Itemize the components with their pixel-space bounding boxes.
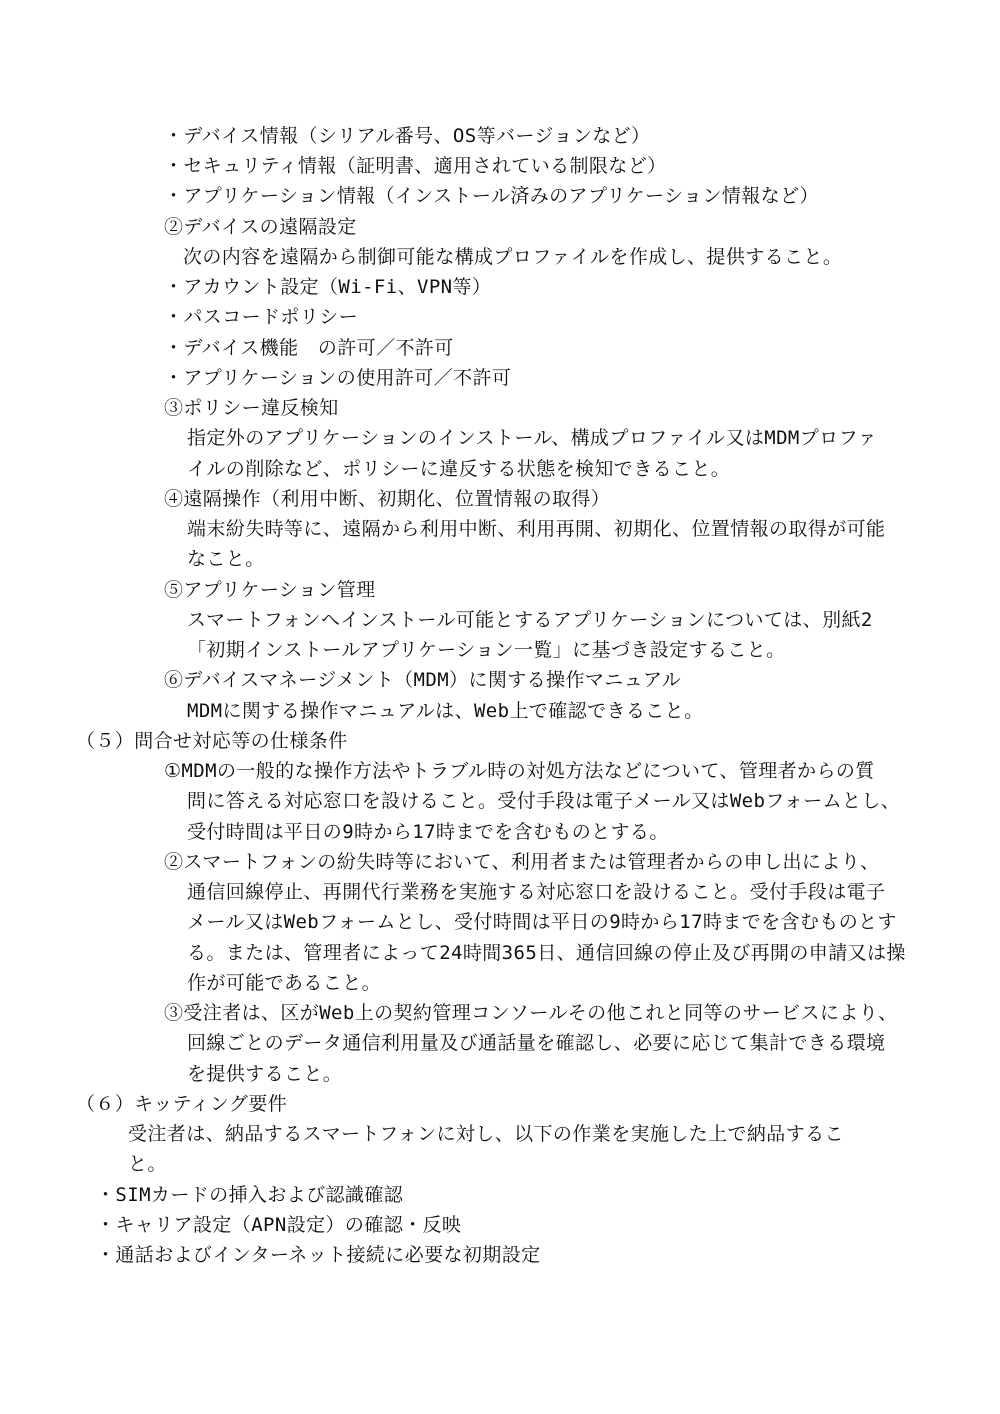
bullet-carrier-settings: ・キャリア設定（APN設定）の確認・反映	[96, 1214, 462, 1236]
bullet-device-functions: ・デバイス機能 の許可／不許可	[164, 337, 454, 359]
paragraph-remote-operation-1: 端末紛失時等に、遠隔から利用中断、利用再開、初期化、位置情報の取得が可能	[187, 518, 886, 540]
section-6-paragraph-1: 受注者は、納品するスマートフォンに対し、以下の作業を実施した上で納品するこ	[128, 1123, 844, 1145]
bullet-sim-card: ・SIMカードの挿入および認識確認	[96, 1184, 404, 1206]
item-5-1-line-3: 受付時間は平日の9時から17時までを含むものとする。	[187, 821, 669, 843]
paragraph-remote-settings: 次の内容を遠隔から制御可能な構成プロファイルを作成し、提供すること。	[183, 246, 843, 268]
item-5-1-line-2: 問に答える対応窓口を設けること。受付手段は電子メール又はWebフォームとし、	[187, 790, 901, 812]
section-6-paragraph-2: と。	[128, 1153, 167, 1175]
item-5-2-line-1: ②スマートフォンの紛失時等において、利用者または管理者からの申し出により、	[164, 851, 880, 873]
paragraph-app-management-2: 「初期インストールアプリケーション一覧」に基づき設定すること。	[187, 639, 786, 661]
item-5-3-line-2: 回線ごとのデータ通信利用量及び通話量を確認し、必要に応じて集計できる環境	[187, 1032, 886, 1054]
section-6-heading: （６）キッティング要件	[76, 1093, 288, 1115]
bullet-security-info: ・セキュリティ情報（証明書、適用されている制限など）	[164, 155, 667, 177]
item-5-2-line-4: る。または、管理者によって24時間365日、通信回線の停止及び再開の申請又は操	[187, 942, 906, 964]
item-5-2-line-5: 作が可能であること。	[187, 972, 382, 994]
bullet-account-settings: ・アカウント設定（Wi-Fi、VPN等）	[164, 276, 492, 298]
item-5-2-line-3: メール又はWebフォームとし、受付時間は平日の9時から17時までを含むものとす	[187, 911, 897, 933]
heading-remote-operation: ④遠隔操作（利用中断、初期化、位置情報の取得）	[164, 488, 611, 510]
heading-policy-violation: ③ポリシー違反検知	[164, 397, 339, 419]
item-5-3-line-3: を提供すること。	[187, 1063, 343, 1085]
paragraph-remote-operation-2: なこと。	[187, 548, 265, 570]
heading-app-management: ⑤アプリケーション管理	[164, 579, 376, 601]
item-5-2-line-2: 通信回線停止、再開代行業務を実施する対応窓口を設けること。受付手段は電子	[187, 881, 886, 903]
heading-mdm-manual: ⑥デバイスマネージメント（MDM）に関する操作マニュアル	[164, 669, 682, 691]
paragraph-policy-violation-1: 指定外のアプリケーションのインストール、構成プロファイル又はMDMプロファ	[187, 427, 877, 449]
paragraph-mdm-manual: MDMに関する操作マニュアルは、Web上で確認できること。	[187, 700, 704, 722]
paragraph-app-management-1: スマートフォンへインストール可能とするアプリケーションについては、別紙2	[187, 609, 873, 631]
bullet-passcode-policy: ・パスコードポリシー	[164, 306, 359, 328]
item-5-1-line-1: ①MDMの一般的な操作方法やトラブル時の対処方法などについて、管理者からの質	[164, 760, 875, 782]
bullet-application-info: ・アプリケーション情報（インストール済みのアプリケーション情報など）	[164, 185, 819, 207]
bullet-app-usage-permission: ・アプリケーションの使用許可／不許可	[164, 367, 512, 389]
section-5-heading: （５）問合せ対応等の仕様条件	[76, 730, 348, 752]
bullet-initial-settings: ・通話およびインターネット接続に必要な初期設定	[96, 1244, 541, 1266]
item-5-3-line-1: ③受注者は、区がWeb上の契約管理コンソールその他これと同等のサービスにより、	[164, 1002, 898, 1024]
heading-remote-settings: ②デバイスの遠隔設定	[164, 216, 357, 238]
bullet-device-info: ・デバイス情報（シリアル番号、OS等バージョンなど）	[164, 125, 651, 147]
paragraph-policy-violation-2: イルの削除など、ポリシーに違反する状態を検知できること。	[187, 458, 731, 480]
